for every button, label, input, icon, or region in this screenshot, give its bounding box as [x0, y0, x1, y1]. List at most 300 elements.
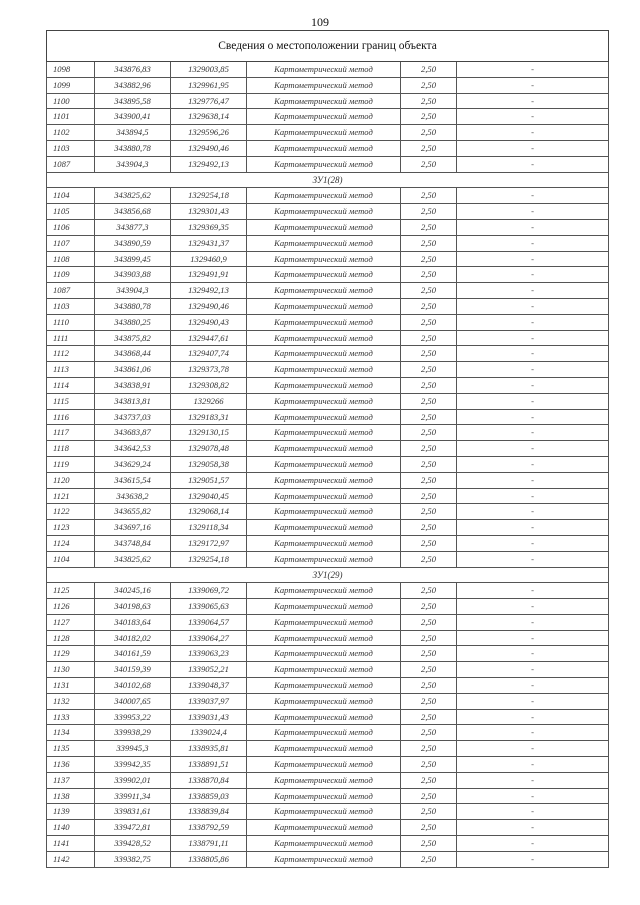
- method-cell: Картометрический метод: [247, 140, 401, 156]
- point-number-cell: 1118: [47, 441, 95, 457]
- table-row: [47, 156, 609, 172]
- note-cell: -: [457, 851, 609, 867]
- table-row: [47, 757, 609, 773]
- method-cell: Картометрический метод: [247, 188, 401, 204]
- table-row: [47, 362, 609, 378]
- accuracy-cell: 2,50: [401, 741, 457, 757]
- y-coordinate-cell: 1338839,84: [171, 804, 247, 820]
- section-header-row: [47, 172, 609, 188]
- accuracy-cell: 2,50: [401, 820, 457, 836]
- table-row: [47, 283, 609, 299]
- table-row: [47, 504, 609, 520]
- note-cell: -: [457, 614, 609, 630]
- point-number-cell: 1115: [47, 393, 95, 409]
- accuracy-cell: 2,50: [401, 219, 457, 235]
- table-row: [47, 614, 609, 630]
- accuracy-cell: 2,50: [401, 346, 457, 362]
- note-cell: -: [457, 77, 609, 93]
- method-cell: Картометрический метод: [247, 599, 401, 615]
- y-coordinate-cell: 1329301,43: [171, 204, 247, 220]
- accuracy-cell: 2,50: [401, 251, 457, 267]
- table-row: [47, 472, 609, 488]
- point-number-cell: 1117: [47, 425, 95, 441]
- point-number-cell: 1101: [47, 109, 95, 125]
- point-number-cell: 1132: [47, 693, 95, 709]
- x-coordinate-cell: 340183,64: [95, 614, 171, 630]
- y-coordinate-cell: 1329490,46: [171, 298, 247, 314]
- note-cell: -: [457, 235, 609, 251]
- note-cell: -: [457, 788, 609, 804]
- x-coordinate-cell: 343629,24: [95, 456, 171, 472]
- note-cell: -: [457, 693, 609, 709]
- point-number-cell: 1122: [47, 504, 95, 520]
- x-coordinate-cell: 343880,25: [95, 314, 171, 330]
- table-row: [47, 62, 609, 78]
- table-row: [47, 93, 609, 109]
- note-cell: -: [457, 267, 609, 283]
- table-row: [47, 330, 609, 346]
- table-row: [47, 535, 609, 551]
- x-coordinate-cell: 340159,39: [95, 662, 171, 678]
- note-cell: -: [457, 504, 609, 520]
- table-row: [47, 125, 609, 141]
- accuracy-cell: 2,50: [401, 362, 457, 378]
- method-cell: Картометрический метод: [247, 741, 401, 757]
- accuracy-cell: 2,50: [401, 725, 457, 741]
- note-cell: -: [457, 535, 609, 551]
- table-row: [47, 599, 609, 615]
- table-row: [47, 235, 609, 251]
- x-coordinate-cell: 339911,34: [95, 788, 171, 804]
- table-row: [47, 630, 609, 646]
- x-coordinate-cell: 343748,84: [95, 535, 171, 551]
- table-row: [47, 314, 609, 330]
- accuracy-cell: 2,50: [401, 488, 457, 504]
- method-cell: Картометрический метод: [247, 851, 401, 867]
- x-coordinate-cell: 343697,16: [95, 520, 171, 536]
- accuracy-cell: 2,50: [401, 235, 457, 251]
- x-coordinate-cell: 339902,01: [95, 772, 171, 788]
- note-cell: -: [457, 204, 609, 220]
- table-row: [47, 741, 609, 757]
- note-cell: -: [457, 662, 609, 678]
- accuracy-cell: 2,50: [401, 614, 457, 630]
- table-row: [47, 456, 609, 472]
- point-number-cell: 1109: [47, 267, 95, 283]
- note-cell: -: [457, 330, 609, 346]
- point-number-cell: 1111: [47, 330, 95, 346]
- method-cell: Картометрический метод: [247, 772, 401, 788]
- accuracy-cell: 2,50: [401, 551, 457, 567]
- table-row: [47, 346, 609, 362]
- y-coordinate-cell: 1329130,15: [171, 425, 247, 441]
- y-coordinate-cell: 1329254,18: [171, 551, 247, 567]
- accuracy-cell: 2,50: [401, 140, 457, 156]
- x-coordinate-cell: 343904,3: [95, 283, 171, 299]
- y-coordinate-cell: 1339037,97: [171, 693, 247, 709]
- method-cell: Картометрический метод: [247, 804, 401, 820]
- method-cell: Картометрический метод: [247, 267, 401, 283]
- method-cell: Картометрический метод: [247, 646, 401, 662]
- y-coordinate-cell: 1339065,63: [171, 599, 247, 615]
- point-number-cell: 1123: [47, 520, 95, 536]
- table-row: [47, 488, 609, 504]
- x-coordinate-cell: 339472,81: [95, 820, 171, 836]
- x-coordinate-cell: 343903,88: [95, 267, 171, 283]
- note-cell: -: [457, 520, 609, 536]
- y-coordinate-cell: 1329490,43: [171, 314, 247, 330]
- table-row: [47, 204, 609, 220]
- point-number-cell: 1140: [47, 820, 95, 836]
- accuracy-cell: 2,50: [401, 409, 457, 425]
- x-coordinate-cell: 343838,91: [95, 377, 171, 393]
- method-cell: Картометрический метод: [247, 472, 401, 488]
- x-coordinate-cell: 343890,59: [95, 235, 171, 251]
- table-row: [47, 836, 609, 852]
- y-coordinate-cell: 1338805,86: [171, 851, 247, 867]
- method-cell: Картометрический метод: [247, 346, 401, 362]
- accuracy-cell: 2,50: [401, 425, 457, 441]
- y-coordinate-cell: 1338792,59: [171, 820, 247, 836]
- method-cell: Картометрический метод: [247, 125, 401, 141]
- table-row: [47, 646, 609, 662]
- y-coordinate-cell: 1329491,91: [171, 267, 247, 283]
- note-cell: -: [457, 62, 609, 78]
- point-number-cell: 1098: [47, 62, 95, 78]
- accuracy-cell: 2,50: [401, 851, 457, 867]
- y-coordinate-cell: 1329266: [171, 393, 247, 409]
- accuracy-cell: 2,50: [401, 283, 457, 299]
- method-cell: Картометрический метод: [247, 156, 401, 172]
- point-number-cell: 1135: [47, 741, 95, 757]
- note-cell: -: [457, 820, 609, 836]
- y-coordinate-cell: 1338935,81: [171, 741, 247, 757]
- method-cell: Картометрический метод: [247, 583, 401, 599]
- note-cell: -: [457, 362, 609, 378]
- accuracy-cell: 2,50: [401, 377, 457, 393]
- method-cell: Картометрический метод: [247, 362, 401, 378]
- note-cell: -: [457, 488, 609, 504]
- y-coordinate-cell: 1329254,18: [171, 188, 247, 204]
- table-row: [47, 662, 609, 678]
- x-coordinate-cell: 343882,96: [95, 77, 171, 93]
- accuracy-cell: 2,50: [401, 520, 457, 536]
- table-row: [47, 377, 609, 393]
- accuracy-cell: 2,50: [401, 314, 457, 330]
- method-cell: Картометрический метод: [247, 535, 401, 551]
- x-coordinate-cell: 340182,02: [95, 630, 171, 646]
- accuracy-cell: 2,50: [401, 535, 457, 551]
- note-cell: -: [457, 188, 609, 204]
- y-coordinate-cell: 1339064,27: [171, 630, 247, 646]
- note-cell: -: [457, 93, 609, 109]
- method-cell: Картометрический метод: [247, 709, 401, 725]
- method-cell: Картометрический метод: [247, 298, 401, 314]
- accuracy-cell: 2,50: [401, 583, 457, 599]
- y-coordinate-cell: 1329051,57: [171, 472, 247, 488]
- x-coordinate-cell: 343615,54: [95, 472, 171, 488]
- y-coordinate-cell: 1329040,45: [171, 488, 247, 504]
- x-coordinate-cell: 339938,29: [95, 725, 171, 741]
- x-coordinate-cell: 343825,62: [95, 188, 171, 204]
- method-cell: Картометрический метод: [247, 314, 401, 330]
- section-header: ЗУ1(29): [47, 567, 609, 583]
- point-number-cell: 1137: [47, 772, 95, 788]
- point-number-cell: 1141: [47, 836, 95, 852]
- method-cell: Картометрический метод: [247, 93, 401, 109]
- x-coordinate-cell: 343638,2: [95, 488, 171, 504]
- y-coordinate-cell: 1329373,78: [171, 362, 247, 378]
- method-cell: Картометрический метод: [247, 62, 401, 78]
- note-cell: -: [457, 646, 609, 662]
- y-coordinate-cell: 1339024,4: [171, 725, 247, 741]
- note-cell: -: [457, 409, 609, 425]
- y-coordinate-cell: 1329638,14: [171, 109, 247, 125]
- method-cell: Картометрический метод: [247, 219, 401, 235]
- method-cell: Картометрический метод: [247, 456, 401, 472]
- table-row: [47, 219, 609, 235]
- table-row: [47, 188, 609, 204]
- method-cell: Картометрический метод: [247, 551, 401, 567]
- y-coordinate-cell: 1329407,74: [171, 346, 247, 362]
- table-title-row: [47, 31, 609, 62]
- method-cell: Картометрический метод: [247, 820, 401, 836]
- x-coordinate-cell: 343880,78: [95, 140, 171, 156]
- point-number-cell: 1127: [47, 614, 95, 630]
- note-cell: -: [457, 836, 609, 852]
- point-number-cell: 1131: [47, 678, 95, 694]
- section-header-row: [47, 567, 609, 583]
- method-cell: Картометрический метод: [247, 662, 401, 678]
- x-coordinate-cell: 343904,3: [95, 156, 171, 172]
- x-coordinate-cell: 343880,78: [95, 298, 171, 314]
- method-cell: Картометрический метод: [247, 504, 401, 520]
- y-coordinate-cell: 1329490,46: [171, 140, 247, 156]
- x-coordinate-cell: 343899,45: [95, 251, 171, 267]
- point-number-cell: 1124: [47, 535, 95, 551]
- point-number-cell: 1106: [47, 219, 95, 235]
- accuracy-cell: 2,50: [401, 267, 457, 283]
- accuracy-cell: 2,50: [401, 204, 457, 220]
- method-cell: Картометрический метод: [247, 788, 401, 804]
- y-coordinate-cell: 1338870,84: [171, 772, 247, 788]
- point-number-cell: 1138: [47, 788, 95, 804]
- table-row: [47, 788, 609, 804]
- y-coordinate-cell: 1339063,23: [171, 646, 247, 662]
- point-number-cell: 1128: [47, 630, 95, 646]
- y-coordinate-cell: 1329369,35: [171, 219, 247, 235]
- accuracy-cell: 2,50: [401, 109, 457, 125]
- x-coordinate-cell: 343825,62: [95, 551, 171, 567]
- point-number-cell: 1136: [47, 757, 95, 773]
- method-cell: Картометрический метод: [247, 614, 401, 630]
- accuracy-cell: 2,50: [401, 77, 457, 93]
- table-row: [47, 851, 609, 867]
- accuracy-cell: 2,50: [401, 599, 457, 615]
- method-cell: Картометрический метод: [247, 283, 401, 299]
- y-coordinate-cell: 1339052,21: [171, 662, 247, 678]
- point-number-cell: 1107: [47, 235, 95, 251]
- y-coordinate-cell: 1329492,13: [171, 156, 247, 172]
- y-coordinate-cell: 1338891,51: [171, 757, 247, 773]
- method-cell: Картометрический метод: [247, 251, 401, 267]
- accuracy-cell: 2,50: [401, 646, 457, 662]
- y-coordinate-cell: 1329447,61: [171, 330, 247, 346]
- note-cell: -: [457, 346, 609, 362]
- point-number-cell: 1103: [47, 140, 95, 156]
- y-coordinate-cell: 1339069,72: [171, 583, 247, 599]
- note-cell: -: [457, 804, 609, 820]
- note-cell: -: [457, 772, 609, 788]
- y-coordinate-cell: 1329118,34: [171, 520, 247, 536]
- accuracy-cell: 2,50: [401, 504, 457, 520]
- table-row: [47, 425, 609, 441]
- point-number-cell: 1104: [47, 188, 95, 204]
- x-coordinate-cell: 340198,63: [95, 599, 171, 615]
- y-coordinate-cell: 1329058,38: [171, 456, 247, 472]
- method-cell: Картометрический метод: [247, 630, 401, 646]
- table-title: Сведения о местоположении границ объекта: [47, 31, 609, 62]
- x-coordinate-cell: 339831,61: [95, 804, 171, 820]
- x-coordinate-cell: 343875,82: [95, 330, 171, 346]
- method-cell: Картометрический метод: [247, 235, 401, 251]
- method-cell: Картометрический метод: [247, 678, 401, 694]
- method-cell: Картометрический метод: [247, 725, 401, 741]
- method-cell: Картометрический метод: [247, 757, 401, 773]
- x-coordinate-cell: 343876,83: [95, 62, 171, 78]
- table-row: [47, 267, 609, 283]
- y-coordinate-cell: 1339031,43: [171, 709, 247, 725]
- point-number-cell: 1129: [47, 646, 95, 662]
- note-cell: -: [457, 583, 609, 599]
- table-row: [47, 77, 609, 93]
- y-coordinate-cell: 1338791,11: [171, 836, 247, 852]
- note-cell: -: [457, 125, 609, 141]
- y-coordinate-cell: 1329308,82: [171, 377, 247, 393]
- x-coordinate-cell: 343894,5: [95, 125, 171, 141]
- y-coordinate-cell: 1329492,13: [171, 283, 247, 299]
- y-coordinate-cell: 1329172,97: [171, 535, 247, 551]
- note-cell: -: [457, 377, 609, 393]
- accuracy-cell: 2,50: [401, 456, 457, 472]
- point-number-cell: 1114: [47, 377, 95, 393]
- note-cell: -: [457, 725, 609, 741]
- note-cell: -: [457, 678, 609, 694]
- point-number-cell: 1133: [47, 709, 95, 725]
- y-coordinate-cell: 1329596,26: [171, 125, 247, 141]
- method-cell: Картометрический метод: [247, 488, 401, 504]
- y-coordinate-cell: 1329961,95: [171, 77, 247, 93]
- point-number-cell: 1125: [47, 583, 95, 599]
- note-cell: -: [457, 156, 609, 172]
- table-row: [47, 251, 609, 267]
- section-header: ЗУ1(28): [47, 172, 609, 188]
- note-cell: -: [457, 441, 609, 457]
- point-number-cell: 1112: [47, 346, 95, 362]
- accuracy-cell: 2,50: [401, 804, 457, 820]
- table-row: [47, 441, 609, 457]
- method-cell: Картометрический метод: [247, 377, 401, 393]
- point-number-cell: 1102: [47, 125, 95, 141]
- x-coordinate-cell: 343895,58: [95, 93, 171, 109]
- x-coordinate-cell: 343868,44: [95, 346, 171, 362]
- note-cell: -: [457, 251, 609, 267]
- table-row: [47, 709, 609, 725]
- table-row: [47, 109, 609, 125]
- x-coordinate-cell: 339428,52: [95, 836, 171, 852]
- accuracy-cell: 2,50: [401, 772, 457, 788]
- x-coordinate-cell: 339945,3: [95, 741, 171, 757]
- table-row: [47, 140, 609, 156]
- point-number-cell: 1119: [47, 456, 95, 472]
- accuracy-cell: 2,50: [401, 93, 457, 109]
- x-coordinate-cell: 343900,41: [95, 109, 171, 125]
- accuracy-cell: 2,50: [401, 788, 457, 804]
- method-cell: Картометрический метод: [247, 520, 401, 536]
- note-cell: -: [457, 551, 609, 567]
- table-row: [47, 678, 609, 694]
- method-cell: Картометрический метод: [247, 393, 401, 409]
- accuracy-cell: 2,50: [401, 441, 457, 457]
- point-number-cell: 1108: [47, 251, 95, 267]
- point-number-cell: 1121: [47, 488, 95, 504]
- point-number-cell: 1110: [47, 314, 95, 330]
- note-cell: -: [457, 472, 609, 488]
- x-coordinate-cell: 343813,81: [95, 393, 171, 409]
- point-number-cell: 1126: [47, 599, 95, 615]
- note-cell: -: [457, 109, 609, 125]
- note-cell: -: [457, 298, 609, 314]
- accuracy-cell: 2,50: [401, 678, 457, 694]
- method-cell: Картометрический метод: [247, 836, 401, 852]
- point-number-cell: 1087: [47, 283, 95, 299]
- x-coordinate-cell: 343877,3: [95, 219, 171, 235]
- table-row: [47, 820, 609, 836]
- y-coordinate-cell: 1339064,57: [171, 614, 247, 630]
- accuracy-cell: 2,50: [401, 62, 457, 78]
- y-coordinate-cell: 1329183,31: [171, 409, 247, 425]
- accuracy-cell: 2,50: [401, 662, 457, 678]
- point-number-cell: 1099: [47, 77, 95, 93]
- note-cell: -: [457, 393, 609, 409]
- x-coordinate-cell: 343856,68: [95, 204, 171, 220]
- method-cell: Картометрический метод: [247, 330, 401, 346]
- note-cell: -: [457, 314, 609, 330]
- table-row: [47, 583, 609, 599]
- accuracy-cell: 2,50: [401, 757, 457, 773]
- accuracy-cell: 2,50: [401, 330, 457, 346]
- accuracy-cell: 2,50: [401, 630, 457, 646]
- point-number-cell: 1105: [47, 204, 95, 220]
- point-number-cell: 1104: [47, 551, 95, 567]
- point-number-cell: 1120: [47, 472, 95, 488]
- accuracy-cell: 2,50: [401, 709, 457, 725]
- page-number: 109: [311, 15, 329, 29]
- accuracy-cell: 2,50: [401, 188, 457, 204]
- point-number-cell: 1103: [47, 298, 95, 314]
- method-cell: Картометрический метод: [247, 77, 401, 93]
- boundary-table-container: [46, 30, 608, 868]
- point-number-cell: 1134: [47, 725, 95, 741]
- table-row: [47, 725, 609, 741]
- accuracy-cell: 2,50: [401, 472, 457, 488]
- table-row: [47, 693, 609, 709]
- note-cell: -: [457, 425, 609, 441]
- point-number-cell: 1130: [47, 662, 95, 678]
- x-coordinate-cell: 339942,35: [95, 757, 171, 773]
- method-cell: Картометрический метод: [247, 204, 401, 220]
- x-coordinate-cell: 339382,75: [95, 851, 171, 867]
